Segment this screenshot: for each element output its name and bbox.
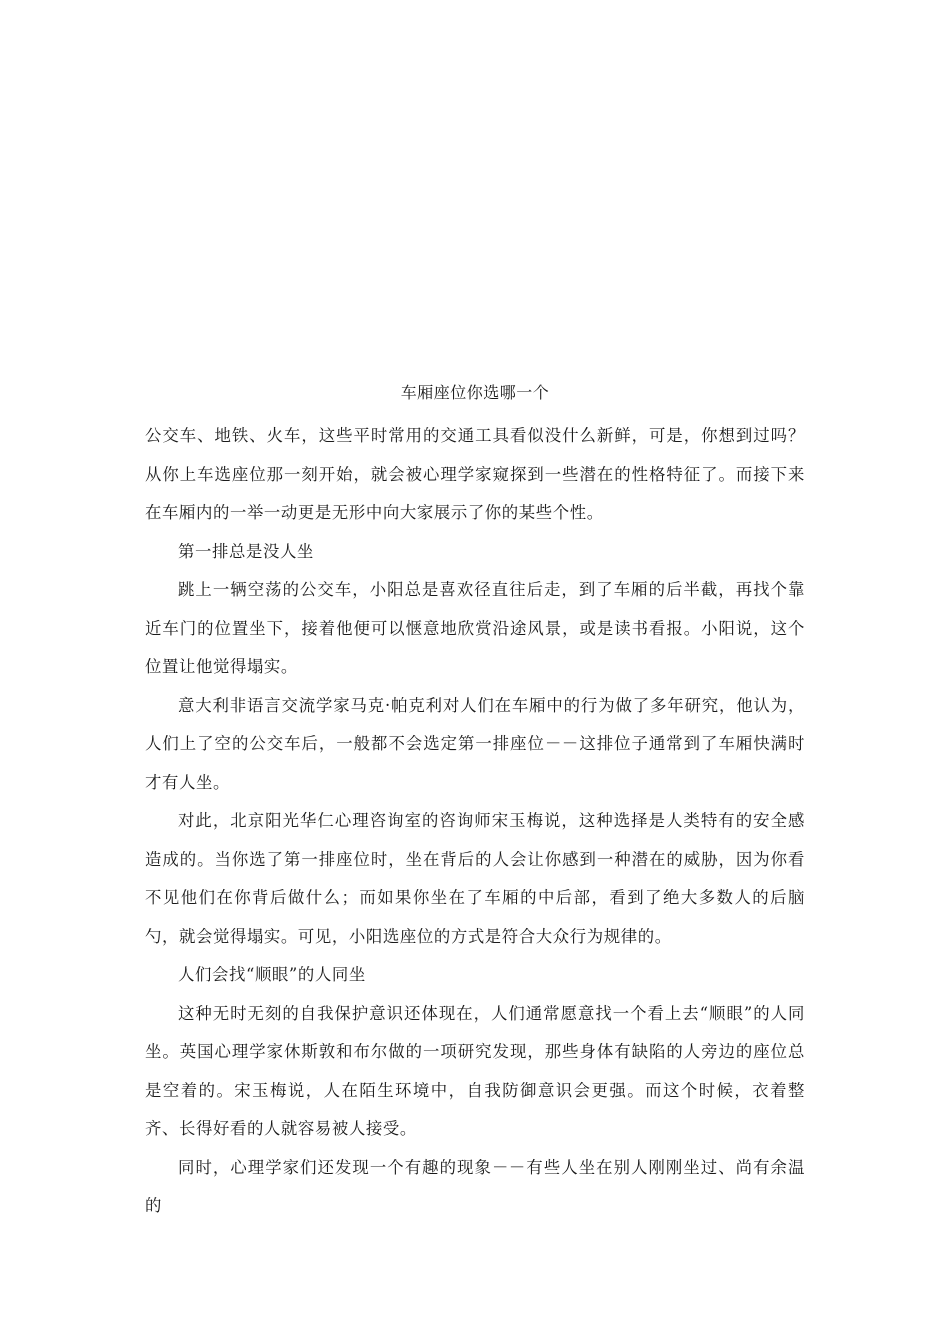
- document-title: 车厢座位你选哪一个: [400, 383, 550, 402]
- document-page: [145, 381, 805, 1226]
- body-paragraph: 对此，北京阳光华仁心理咨询室的咨询师宋玉梅说，这种选择是人类特有的安全感造成的。当你选了第一排座位时，坐在背后的人会让你感到一种潜在的威胁，因为你看不见他们在你背后做什么；而如果你坐在了车厢的中后部，看到了绝大多数人的后脑勺，就会觉得塌实。可见，小阳选座位的方式是符合大众行为规律的。: [145, 811, 805, 946]
- section-heading-seatmate: 人们会找“顺眼”的人同坐: [178, 965, 366, 984]
- body-paragraph: 跳上一辆空荡的公交车，小阳总是喜欢径直往后走，到了车厢的后半截，再找个靠近车门的位置坐下，接着他便可以惬意地欣赏沿途风景，或是读书看报。小阳说，这个位置让他觉得塌实。: [145, 580, 805, 676]
- intro-paragraph: 公交车、地铁、火车，这些平时常用的交通工具看似没什么新鲜，可是，你想到过吗？从你上车选座位那一刻开始，就会被心理学家窥探到一些潜在的性格特征了。而接下来在车厢内的一举一动更是无形中向大家展示了你的某些个性。: [145, 426, 805, 522]
- body-paragraph: 意大利非语言交流学家马克·帕克利对人们在车厢中的行为做了多年研究，他认为，人们上了空的公交车后，一般都不会选定第一排座位－－这排位子通常到了车厢快满时才有人坐。: [145, 695, 805, 792]
- section-heading-first-row: 第一排总是没人坐: [178, 541, 314, 561]
- body-paragraph: 这种无时无刻的自我保护意识还体现在，人们通常愿意找一个看上去“顺眼”的人同坐。英国心理学家休斯敦和布尔做的一项研究发现，那些身体有缺陷的人旁边的座位总是空着的。宋玉梅说，人在陌生环境中，自我防御意识会更强。而这个时候，衣着整齐、长得好看的人就容易被人接受。: [145, 1003, 805, 1138]
- body-paragraph: 同时，心理学家们还发现一个有趣的现象－－有些人坐在别人刚刚坐过、尚有余温的: [145, 1157, 805, 1215]
